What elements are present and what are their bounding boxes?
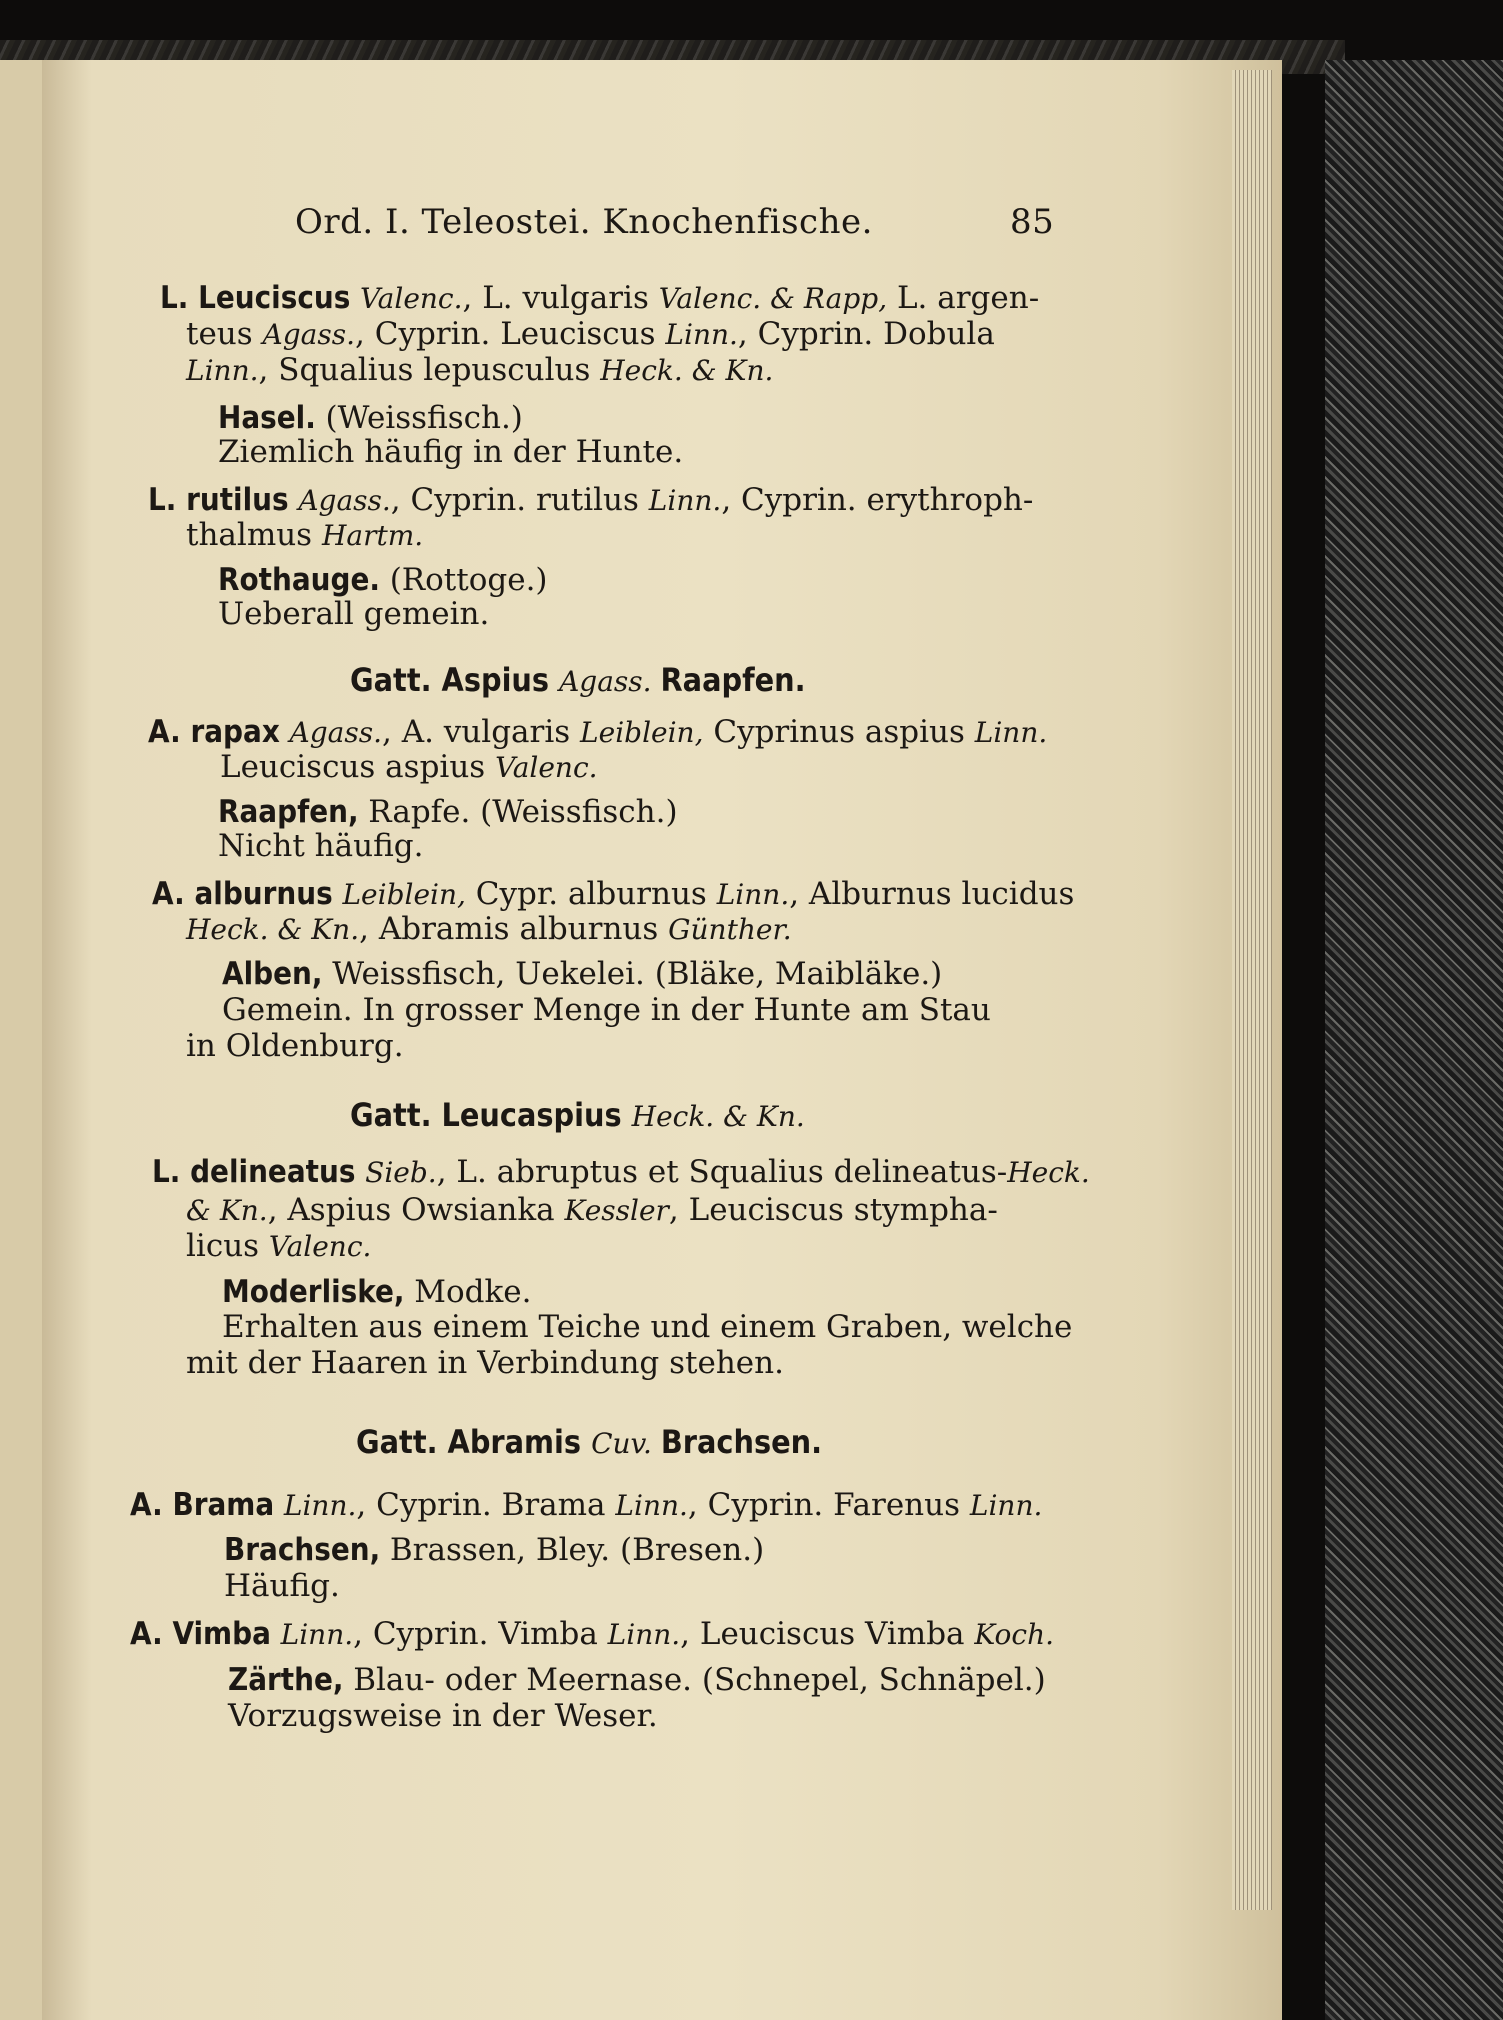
text-run: L. argen-: [887, 280, 1040, 316]
author-citation: Valenc.: [495, 751, 598, 784]
author-citation: Linn.: [665, 318, 738, 351]
bold-term: Leuciscus: [198, 280, 361, 316]
bold-term: delineatus: [190, 1154, 366, 1190]
author-citation: Kessler: [564, 1194, 669, 1227]
text-run: , Squalius lepusculus: [258, 352, 601, 388]
author-citation: Heck.: [1007, 1156, 1090, 1189]
text-run: Rapfe. (Weissfisch.): [368, 794, 678, 830]
text-run: , Aspius Owsianka: [267, 1192, 565, 1228]
author-citation: Valenc. & Rapp,: [658, 282, 888, 315]
author-citation: Sieb.: [365, 1156, 437, 1189]
bold-term: Leucaspius: [441, 1096, 632, 1134]
bold-term: Zärthe,: [228, 1662, 354, 1698]
bold-term: Hasel.: [218, 400, 326, 436]
bold-term: rapax: [190, 714, 290, 750]
bold-term: Gatt.: [350, 1096, 442, 1134]
text-run: , Alburnus lucidus: [789, 876, 1075, 912]
bold-term: L.: [148, 482, 187, 518]
bold-term: Brachsen.: [660, 1423, 823, 1461]
text-run: , L. vulgaris: [462, 280, 659, 316]
text-run: teus: [186, 316, 263, 352]
text-run: , Cyprin. Brama: [356, 1487, 616, 1523]
text-run: , Leuciscus Vimba: [680, 1616, 975, 1652]
running-title: Ord. I. Teleostei. Knochenfische.: [295, 202, 873, 242]
text-run: Cypr. alburnus: [465, 876, 717, 912]
text-run: (Weissfisch.): [325, 400, 523, 436]
text-run: mit der Haaren in Verbindung stehen.: [186, 1345, 784, 1381]
author-citation: Linn.: [974, 716, 1048, 749]
bold-term: A.: [148, 714, 191, 750]
text-run: in Oldenburg.: [186, 1028, 404, 1064]
text-run: , Leuciscus stympha-: [668, 1192, 998, 1228]
text-run: Blau- oder Meernase. (Schnepel, Schnäpel.): [353, 1662, 1046, 1698]
author-citation: Heck. & Kn.: [186, 913, 360, 946]
author-citation: Agass.: [289, 716, 382, 749]
author-citation: Hartm.: [321, 519, 424, 552]
text-run: , Cyprin. Vimba: [353, 1616, 608, 1652]
text-run: , Cyprin. rutilus: [390, 482, 649, 518]
bold-term: L.: [152, 1154, 191, 1190]
author-citation: Linn.: [716, 878, 790, 911]
text-run: , Cyprin. erythroph-: [721, 482, 1034, 518]
page-number: 85: [1010, 202, 1055, 242]
bold-term: Raapfen,: [218, 794, 369, 830]
text-run: , Cyprin. Dobula: [737, 316, 995, 352]
text-run: Weissfisch, Uekelei. (Bläke, Maibläke.): [332, 956, 943, 992]
author-citation: Linn.: [615, 1489, 688, 1522]
bold-term: Aspius: [441, 661, 560, 699]
text-run: (Rottoge.): [389, 562, 548, 598]
book-cover-edge: [1325, 60, 1503, 2020]
bold-term: Raapfen.: [660, 661, 806, 699]
author-citation: Koch.: [974, 1618, 1055, 1651]
text-run: Erhalten aus einem Teiche und einem Graben, welche: [222, 1309, 1073, 1345]
author-citation: Günther.: [668, 913, 792, 946]
author-citation: Leiblein,: [580, 716, 704, 749]
author-citation: Leiblein,: [342, 878, 466, 911]
text-run: , A. vulgaris: [382, 714, 581, 750]
left-page-edge: [0, 60, 42, 2020]
text-run: , Cyprin. Farenus: [687, 1487, 970, 1523]
author-citation: Cuv.: [591, 1427, 661, 1460]
page-stack-edges: [1232, 70, 1272, 1910]
text-run: licus: [186, 1228, 269, 1264]
text-run: Leuciscus aspius: [220, 749, 496, 785]
author-citation: & Kn.: [186, 1194, 268, 1227]
bold-term: Vimba: [172, 1616, 281, 1652]
author-citation: Heck. & Kn.: [631, 1100, 805, 1133]
bold-term: Alben,: [222, 956, 333, 992]
bold-term: Abramis: [447, 1423, 592, 1461]
bold-term: A.: [130, 1616, 173, 1652]
author-citation: Linn.: [648, 484, 722, 517]
author-citation: Linn.: [607, 1618, 681, 1651]
text-run: Cyprinus aspius: [703, 714, 975, 750]
text-run: , L. abruptus et Squalius delineatus-: [436, 1154, 1008, 1190]
text-run: thalmus: [186, 517, 322, 553]
text-run: Häufig.: [224, 1568, 340, 1604]
text-run: Ueberall gemein.: [218, 596, 490, 632]
bold-term: Rothauge.: [218, 562, 390, 598]
text-run: Vorzugsweise in der Weser.: [228, 1698, 658, 1734]
bold-term: Moderliske,: [222, 1274, 415, 1310]
text-run: , Abramis alburnus: [359, 911, 669, 947]
text-run: Ziemlich häufig in der Hunte.: [218, 434, 684, 470]
bold-term: L.: [160, 280, 199, 316]
author-citation: Agass.: [559, 665, 661, 698]
bold-term: A.: [152, 876, 195, 912]
bold-term: Gatt.: [350, 661, 442, 699]
author-citation: Heck. & Kn.: [600, 354, 774, 387]
bold-term: A.: [130, 1487, 173, 1523]
bold-term: alburnus: [194, 876, 343, 912]
bold-term: rutilus: [186, 482, 299, 518]
author-citation: Agass.: [262, 318, 356, 351]
author-citation: Linn.: [280, 1618, 354, 1651]
text-run: , Cyprin. Leuciscus: [355, 316, 666, 352]
text-run: Modke.: [414, 1274, 532, 1310]
author-citation: Valenc.: [268, 1230, 372, 1263]
text-run: Brassen, Bley. (Bresen.): [389, 1532, 765, 1568]
author-citation: Linn.: [186, 354, 259, 387]
text-run: Gemein. In grosser Menge in der Hunte am Stau: [222, 992, 991, 1028]
bold-term: Gatt.: [356, 1423, 448, 1461]
author-citation: Linn.: [969, 1489, 1043, 1522]
text-run: Nicht häufig.: [218, 828, 424, 864]
bold-term: Brachsen,: [224, 1532, 390, 1568]
bold-term: Brama: [172, 1487, 284, 1523]
author-citation: Agass.: [298, 484, 391, 517]
author-citation: Valenc.: [360, 282, 463, 315]
author-citation: Linn.: [283, 1489, 357, 1522]
